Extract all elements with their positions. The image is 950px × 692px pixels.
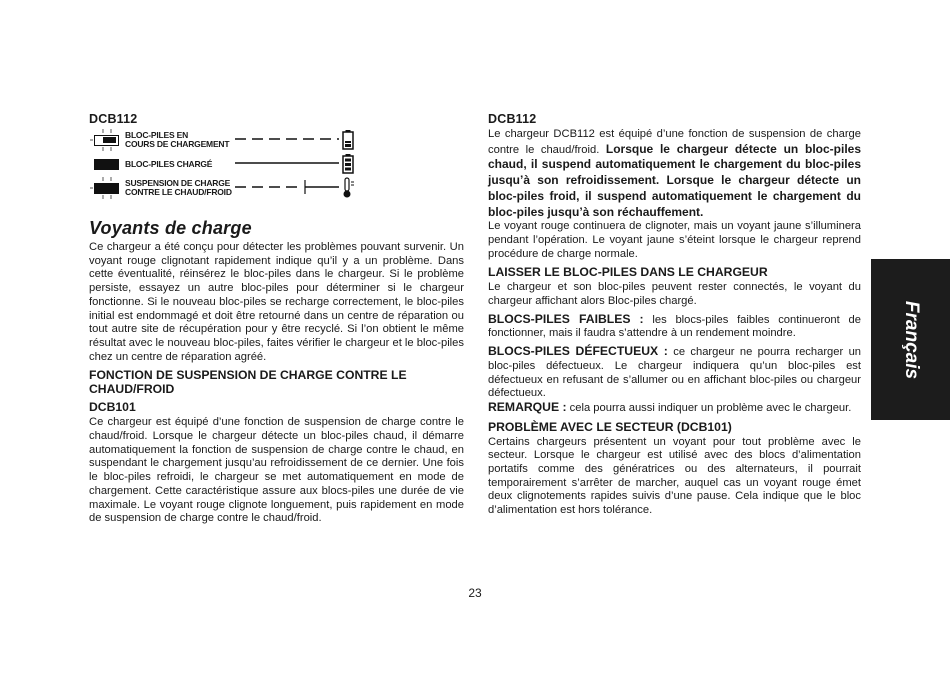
hot-cold-heading: FONCTION DE SUSPENSION DE CHARGE CONTRE LE CHAUD/FROID xyxy=(89,368,407,397)
legend-label: BLOC-PILES CHARGÉ xyxy=(125,158,213,169)
weak-text: les blocs-piles faibles continueront de fonctionner, mais il faudra s’attendre à un rendement moindre. xyxy=(488,313,861,340)
defective-paragraph xyxy=(488,345,861,401)
indicator-led-icon xyxy=(94,183,119,194)
solid-line-icon xyxy=(235,156,355,170)
legend-row-hot-cold xyxy=(89,176,464,200)
left-column xyxy=(89,112,464,526)
legend-label: SUSPENSION DE CHARGE CONTRE LE CHAUD/FROID xyxy=(125,178,232,197)
language-tab xyxy=(871,259,950,420)
dcb112-heading: DCB112 xyxy=(488,112,537,126)
battery-full-icon xyxy=(341,152,355,176)
dcb101-paragraph: Ce chargeur est équipé d’une fonction de suspension de charge contre le chaud/froid. Lorsque le chargeur détecte un bloc-piles chaud, il démarre automatiquement la fonction de suspension de charge contre le chaud, en suspendant le chargement jusqu’au refroidissement de ce dernier. Une fois le bloc-piles refroidi, le chargeur se met automatiquement en mode de chargement. Cette caractéristique assure aux blocs-piles une durée de vie maximale. Le voyant rouge clignote longuement, puis rapidement en mode de suspension de charge contre le chaud/froid. xyxy=(89,416,464,525)
dcb112-bold: Lorsque le chargeur détecte un bloc-piles chaud, il suspend automatiquement le chargement du bloc-piles jusqu’à son refroidissement. Lorsque le chargeur détecte un bloc-piles froid, il suspend automatiquement le chargement du bloc-piles jusqu’à son réchauffement. xyxy=(488,141,862,219)
weak-paragraph xyxy=(488,313,861,341)
language-tab-label: Français xyxy=(900,300,922,379)
indicator-led-icon xyxy=(94,159,119,170)
mains-heading: PROBLÈME AVEC LE SECTEUR (DCB101) xyxy=(488,419,732,434)
remark-text: cela pourra aussi indiquer un problème avec le chargeur. xyxy=(569,401,852,414)
battery-charging-icon xyxy=(341,128,355,152)
remark-lead: REMARQUE : xyxy=(488,399,567,414)
intro-paragraph: Ce chargeur a été conçu pour détecter les problèmes pouvant survenir. Un voyant rouge clignotant rapidement indique qu’il y a un problème. Dans cette éventualité, réinsérez le bloc-piles dans le chargeur. Si le problème persiste, essayez un autre bloc-piles pour déterminer si le chargeur fonctionne. Si le nouveau bloc-piles se recharge correctement, le bloc-piles initial est endommagé et doit être retourné dans un centre de réparation ou tout autre site de récupération pour y être recyclé. Si l’on obtient le même résultat avec le nouveau bloc-piles, faites vérifier le chargeur et le bloc-piles chez un centre de réparation agréé. xyxy=(89,241,464,363)
defective-lead: BLOCS-PILES DÉFECTUEUX : xyxy=(488,344,668,359)
leave-heading: LAISSER LE BLOC-PILES DANS LE CHARGEUR xyxy=(488,265,768,280)
page-number: 23 xyxy=(468,586,482,600)
dcb101-heading: DCB101 xyxy=(89,400,136,415)
legend-row-charged xyxy=(89,152,464,176)
model-heading: DCB112 xyxy=(89,112,138,126)
thermometer-icon xyxy=(341,176,355,200)
weak-lead: BLOCS-PILES FAIBLES : xyxy=(488,311,644,326)
dash-then-solid-line-icon xyxy=(235,180,355,194)
mains-paragraph: Certains chargeurs présentent un voyant pour tout problème avec le secteur. Lorsque le chargeur est utilisé avec des blocs d’alimentation portatifs comme des génératrices ou des alternateurs, il pourrait temporairement s’arrêter de marcher, auquel cas un voyant rouge émet deux clignotements rapides suivis d’une pause. Cela indique que le bloc d’alimentation est hors tolérance. xyxy=(488,435,861,517)
legend-row-charging xyxy=(89,128,464,152)
section-title: Voyants de charge xyxy=(89,218,252,238)
legend-label: BLOC-PILES EN COURS DE CHARGEMENT xyxy=(125,130,230,149)
dashed-line-icon xyxy=(235,132,355,146)
dcb112-after: Le voyant rouge continuera de clignoter, mais un voyant jaune s’illuminera pendant l’opération. Le voyant jaune s’éteint lorsque le chargeur reprend procédure de charge normale. xyxy=(488,220,861,260)
right-column xyxy=(488,112,861,518)
indicator-legend xyxy=(89,128,464,200)
remark-paragraph xyxy=(488,401,861,416)
dcb112-intro: Le chargeur DCB112 est équipé d’une fonction de suspension de charge contre le chaud/froid. xyxy=(488,128,861,156)
dcb112-paragraph xyxy=(488,128,861,220)
leave-paragraph: Le chargeur et son bloc-piles peuvent rester connectés, le voyant du chargeur affichant alors Bloc-piles chargé. xyxy=(488,281,861,308)
indicator-led-icon xyxy=(94,135,119,146)
defective-text: ce chargeur ne pourra recharger un bloc-piles défectueux. Le chargeur indiquera qu’un bloc-piles est défectueux en refusant de s’allumer ou en affichant bloc-piles ou chargeur défectueux. xyxy=(488,346,862,400)
